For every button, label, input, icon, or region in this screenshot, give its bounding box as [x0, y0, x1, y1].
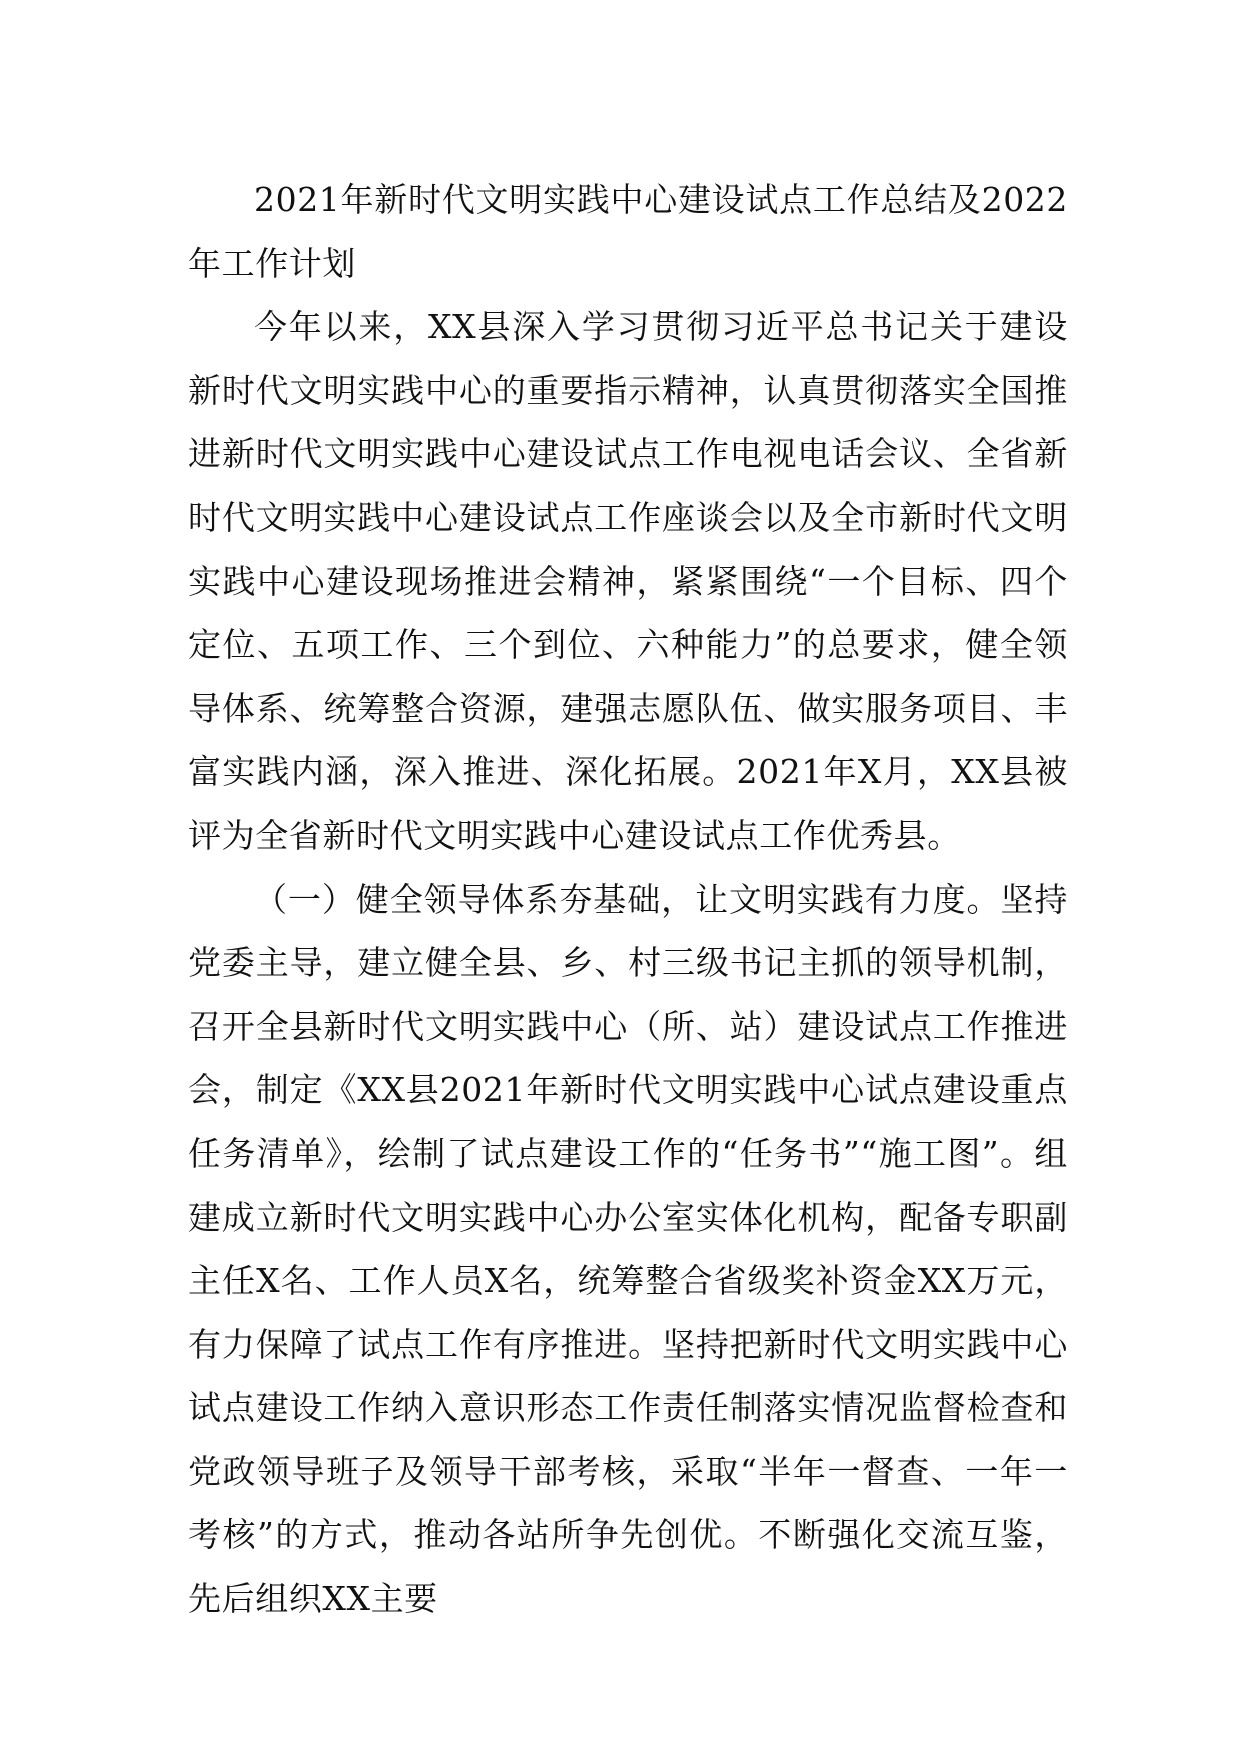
document-body [188, 168, 1068, 1631]
paragraph-section-1: （一）健全领导体系夯基础，让文明实践有力度。坚持党委主导，建立健全县、乡、村三级书记主抓的领导机制，召开全县新时代文明实践中心（所、站）建设试点工作推进会，制定《XX县2021年新时代文明实践中心试点建设重点任务清单》，绘制了试点建设工作的“任务书”“施工图”。组建成立新时代文明实践中心办公室实体化机构，配备专职副主任X名、工作人员X名，统筹整合省级奖补资金XX万元，有力保障了试点工作有序推进。坚持把新时代文明实践中心试点建设工作纳入意识形态工作责任制落实情况监督检查和党政领导班子及领导干部考核，采取“半年一督查、一年一考核”的方式，推动各站所争先创优。不断强化交流互鉴，先后组织XX主要 [188, 879, 1068, 1619]
paragraph-intro: 今年以来，XX县深入学习贯彻习近平总书记关于建设新时代文明实践中心的重要指示精神，认真贯彻落实全国推进新时代文明实践中心建设试点工作电视电话会议、全省新时代文明实践中心建设试点工作座谈会以及全市新时代文明实践中心建设现场推进会精神，紧紧围绕“一个目标、四个定位、五项工作、三个到位、六种能力”的总要求，健全领导体系、统筹整合资源，建强志愿队伍、做实服务项目、丰富实践内涵，深入推进、深化拓展。2021年X月，XX县被评为全省新时代文明实践中心建设试点工作优秀县。 [188, 307, 1068, 855]
document-title: 2021年新时代文明实践中心建设试点工作总结及2022年工作计划 [188, 180, 1068, 283]
